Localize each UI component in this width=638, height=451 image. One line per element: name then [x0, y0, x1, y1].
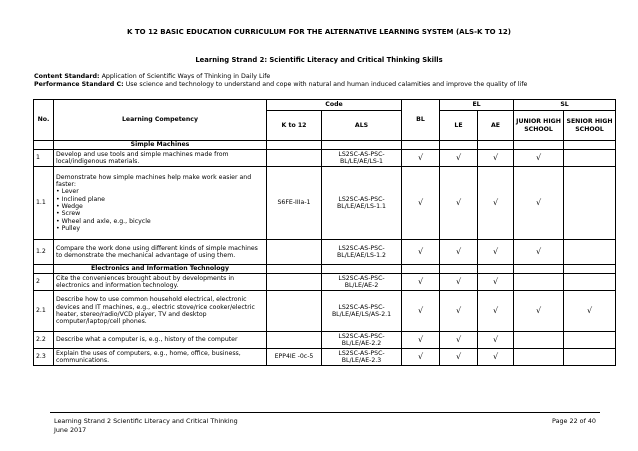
header-sl: SL	[514, 100, 616, 111]
row-no: 2.3	[34, 349, 54, 366]
check-shs: √	[564, 291, 616, 332]
check-bl: √	[402, 240, 440, 265]
row-k12	[267, 150, 322, 167]
check-ae: √	[478, 332, 514, 349]
footer-date: June 2017	[54, 426, 87, 434]
table-row	[34, 349, 616, 366]
list-item: • Inclined plane	[56, 195, 105, 203]
check-bl: √	[402, 274, 440, 291]
check-le: √	[440, 167, 478, 240]
row-competency: Cite the conveniences brought about by developments in electronics and information technology.	[54, 274, 267, 291]
table-row	[34, 240, 616, 265]
row-als: LS2SC-AS-PSC-BL/LE/AE-2.3	[322, 349, 402, 366]
row-competency-intro: Demonstrate how simple machines help make work easier and faster:	[56, 173, 252, 189]
check-le: √	[440, 274, 478, 291]
header-no: No.	[34, 100, 54, 141]
row-k12: EPP4IE -0c-5	[267, 349, 322, 366]
section-electronics: Electronics and Information Technology	[54, 265, 267, 274]
table-row	[34, 291, 616, 332]
check-bl: √	[402, 349, 440, 366]
page-number: Page 22 of 40	[552, 417, 596, 425]
check-ae: √	[478, 274, 514, 291]
header-bl: BL	[402, 100, 440, 141]
check-ae: √	[478, 240, 514, 265]
row-no: 1.2	[34, 240, 54, 265]
row-k12	[267, 274, 322, 291]
check-jhs: √	[514, 150, 564, 167]
header-ae: AE	[478, 111, 514, 141]
row-als: LS2SC-AS-PSC-BL/LE/AE/LS-1.1	[322, 167, 402, 240]
list-item: • Wedge	[56, 203, 83, 210]
section-spacer	[34, 265, 54, 274]
list-item: • Lever	[56, 188, 79, 196]
footer-divider	[50, 412, 600, 413]
performance-standard	[34, 81, 614, 89]
row-competency: Compare the work done using different kinds of simple machines to demonstrate the mechanical advantage of using them.	[54, 240, 267, 265]
content-standard-text: Application of Scientific Ways of Thinking in Daily Life	[99, 73, 271, 80]
header-shs: SENIOR HIGH SCHOOL	[564, 111, 616, 141]
header-k12: K to 12	[267, 111, 322, 141]
competency-table	[33, 99, 616, 366]
row-als: LS2SC-AS-PSC-BL/LE/AE/LS-1.2	[322, 240, 402, 265]
row-competency	[54, 167, 267, 240]
row-k12	[267, 240, 322, 265]
row-competency: Explain the uses of computers, e.g., home, office, business, communications.	[54, 349, 267, 366]
check-bl: √	[402, 291, 440, 332]
row-competency: Describe what a computer is, e.g., history of the computer	[54, 332, 267, 349]
check-ae: √	[478, 349, 514, 366]
table-row	[34, 332, 616, 349]
performance-standard-text: Use science and technology to understand and cope with natural and human induced calamities and improve the quality of life	[123, 81, 528, 88]
list-item: • Wheel and axle, e.g., bicycle	[56, 217, 151, 225]
row-no: 2	[34, 274, 54, 291]
check-jhs: √	[514, 291, 564, 332]
header-als: ALS	[322, 111, 402, 141]
row-als: LS2SC-AS-PSC-BL/LE/AE-2	[322, 274, 402, 291]
header-competency: Learning Competency	[54, 100, 267, 141]
header-el: EL	[440, 100, 514, 111]
check-le: √	[440, 240, 478, 265]
row-competency: Describe how to use common household electrical, electronic devices and IT machines, e.g., electric stove/rice cooker/electric heater, stereo/radio/VCD player, TV and desktop computer/laptop/cell phones.	[54, 291, 267, 332]
strand-title: Learning Strand 2: Scientific Literacy and Critical Thinking Skills	[195, 56, 443, 64]
row-no: 2.1	[34, 291, 54, 332]
row-k12: S6FE-IIIa-1	[267, 167, 322, 240]
table-row	[34, 167, 616, 240]
list-item: • Pulley	[56, 224, 81, 232]
row-als: LS2SC-AS-PSC-BL/LE/AE-2.2	[322, 332, 402, 349]
header-jhs: JUNIOR HIGH SCHOOL	[514, 111, 564, 141]
check-jhs: √	[514, 167, 564, 240]
check-ae: √	[478, 291, 514, 332]
header-code: Code	[267, 100, 402, 111]
check-bl: √	[402, 167, 440, 240]
header-le: LE	[440, 111, 478, 141]
content-standard	[34, 73, 614, 81]
check-le: √	[440, 332, 478, 349]
check-le: √	[440, 349, 478, 366]
list-item: • Screw	[56, 210, 81, 218]
performance-standard-label: Performance Standard C:	[34, 81, 124, 88]
content-standard-label: Content Standard:	[34, 73, 100, 80]
check-le: √	[440, 150, 478, 167]
section-simple-machines: Simple Machines	[54, 141, 267, 150]
row-k12	[267, 332, 322, 349]
table-row	[34, 274, 616, 291]
row-competency: Develop and use tools and simple machines made from local/indigenous materials.	[54, 150, 267, 167]
row-no: 1	[34, 150, 54, 167]
check-bl: √	[402, 150, 440, 167]
table-row	[34, 150, 616, 167]
row-k12	[267, 291, 322, 332]
section-spacer	[34, 141, 54, 150]
row-als: LS2SC-AS-PSC-BL/LE/AE/LS-1	[322, 150, 402, 167]
check-bl: √	[402, 332, 440, 349]
document-title: K TO 12 BASIC EDUCATION CURRICULUM FOR THE ALTERNATIVE LEARNING SYSTEM (ALS-K TO 12)	[127, 28, 511, 36]
check-ae: √	[478, 167, 514, 240]
check-le: √	[440, 291, 478, 332]
row-no: 2.2	[34, 332, 54, 349]
row-no: 1.1	[34, 167, 54, 240]
check-ae: √	[478, 150, 514, 167]
footer-strand: Learning Strand 2 Scientific Literacy and Critical Thinking	[54, 417, 238, 425]
row-als: LS2SC-AS-PSC-BL/LE/AE/LS/AS-2.1	[322, 291, 402, 332]
check-jhs: √	[514, 240, 564, 265]
